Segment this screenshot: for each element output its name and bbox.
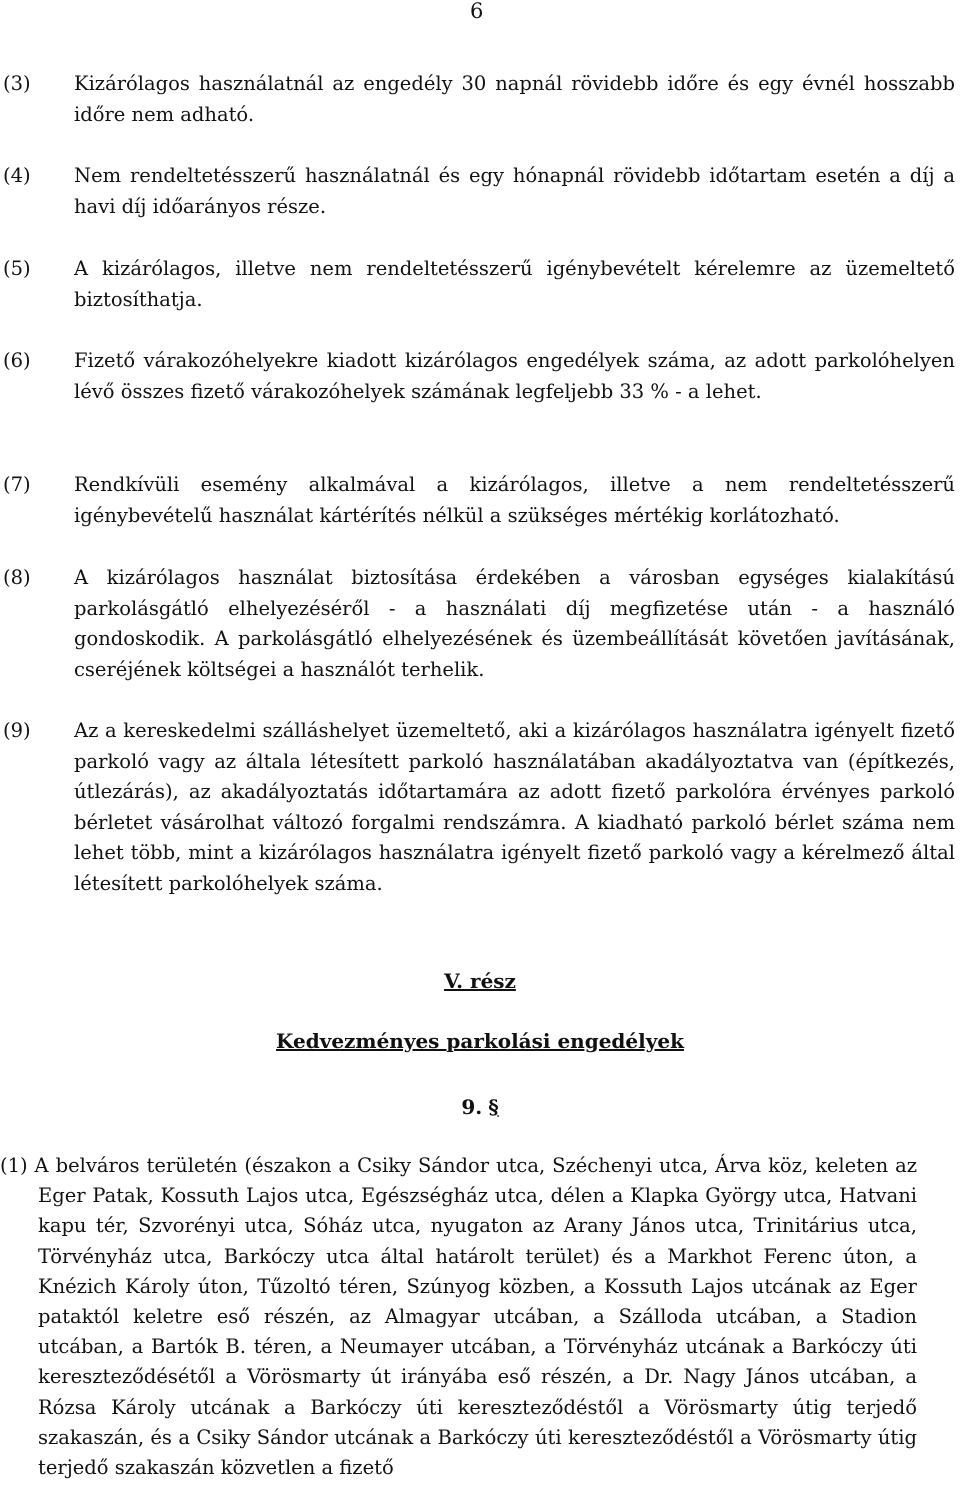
paragraph-number: (9) [3,719,31,742]
paragraph-9 [0,716,960,899]
paragraph-text: Rendkívüli esemény alkalmával a kizárólagos, illetve a nem rendeltetésszerű igénybevételű használat kártérítés nélkül a szükséges mértékig korlátozható. [74,473,955,527]
paragraph-number: (5) [3,257,31,280]
paragraph-text: (1) A belváros területén (északon a Csiky Sándor utca, Széchenyi utca, Árva köz, keleten az Eger Patak, Kossuth Lajos utca, Egészségház utca, délen a Klapka György utca, Hatvani kapu tér, Szvorényi utca, Sóház utca, nyugaton az Arany János utca, Trinitárius utca, Törvényház utca, Barkóczy utca által határolt terület) és a Markhot Ferenc úton, a Knézich Károly úton, Tűzoltó téren, Szúnyog közben, a Kossuth Lajos utcának az Eger pataktól keletre eső részén, az Almagyar utcában, a Szálloda utcában, a Stadion utcában, a Bartók B. téren, a Neumayer utcában, a Törvényház utcának a Barkóczy úti kereszteződésétől a Vörösmarty út irányába eső részén, a Dr. Nagy János utcában, a Rózsa Károly utcának a Barkóczy úti kereszteződéstől a Vörösmarty útig terjedő szakaszán, és a Csiky Sándor utcának a Barkóczy úti kereszteződéstől a Vörösmarty útig terjedő szakaszán közvetlen a fizető [0,1154,917,1480]
paragraph-text: A kizárólagos, illetve nem rendeltetésszerű igénybevételt kérelemre az üzemeltető biztosíthatja. [74,257,955,311]
paragraph-number: (7) [3,473,31,496]
paragraph-4 [0,161,960,222]
section-sign: § [488,1095,499,1119]
paragraph-1-section-9 [0,1151,917,1483]
paragraph-text: Fizető várakozóhelyekre kiadott kizárólagos engedélyek száma, az adott parkolóhelyen lévő összes fizető várakozóhelyek számának legfeljebb 33 % - a lehet. [74,349,955,403]
section-number: 9. [461,1095,483,1119]
paragraph-5 [0,254,960,315]
paragraph-8 [0,563,960,685]
section-heading [0,1092,960,1122]
paragraph-7 [0,470,960,531]
paragraph-number: (8) [3,566,31,589]
paragraph-number: (4) [3,164,31,187]
part-title: V. rész [444,969,516,993]
paragraph-text: A kizárólagos használat biztosítása érdekében a városban egységes kialakítású parkolásgátló elhelyezéséről - a használati díj megfizetése után - a használó gondoskodik. A parkolásgátló elhelyezésének és üzembeállítását követően javításának, cseréjének költségei a használót terhelik. [74,566,955,681]
part-subtitle: Kedvezményes parkolási engedélyek [276,1029,684,1053]
paragraph-text: Kizárólagos használatnál az engedély 30 napnál rövidebb időre és egy évnél hosszabb időre nem adható. [74,72,955,126]
paragraph-number: (3) [3,72,31,95]
paragraph-3 [0,69,960,130]
paragraph-6 [0,346,960,407]
paragraph-text: Nem rendeltetésszerű használatnál és egy hónapnál rövidebb időtartam esetén a díj a havi díj időarányos része. [74,164,955,218]
paragraph-text: Az a kereskedelmi szálláshelyet üzemeltető, aki a kizárólagos használatra igényelt fizető parkoló vagy az általa létesített parkoló használatában akadályoztatva van (építkezés, útlezárás), az akadályoztatás időtartamára az adott fizető parkolóra érvényes parkoló bérletet vásárolhat változó forgalmi rendszámra. A kiadható parkoló bérlet száma nem lehet több, mint a kizárólagos használatra igényelt fizető parkoló vagy a kérelmező által létesített parkolóhelyek száma. [74,719,955,895]
page-number-text: 6 [470,0,484,23]
paragraph-number: (6) [3,349,31,372]
